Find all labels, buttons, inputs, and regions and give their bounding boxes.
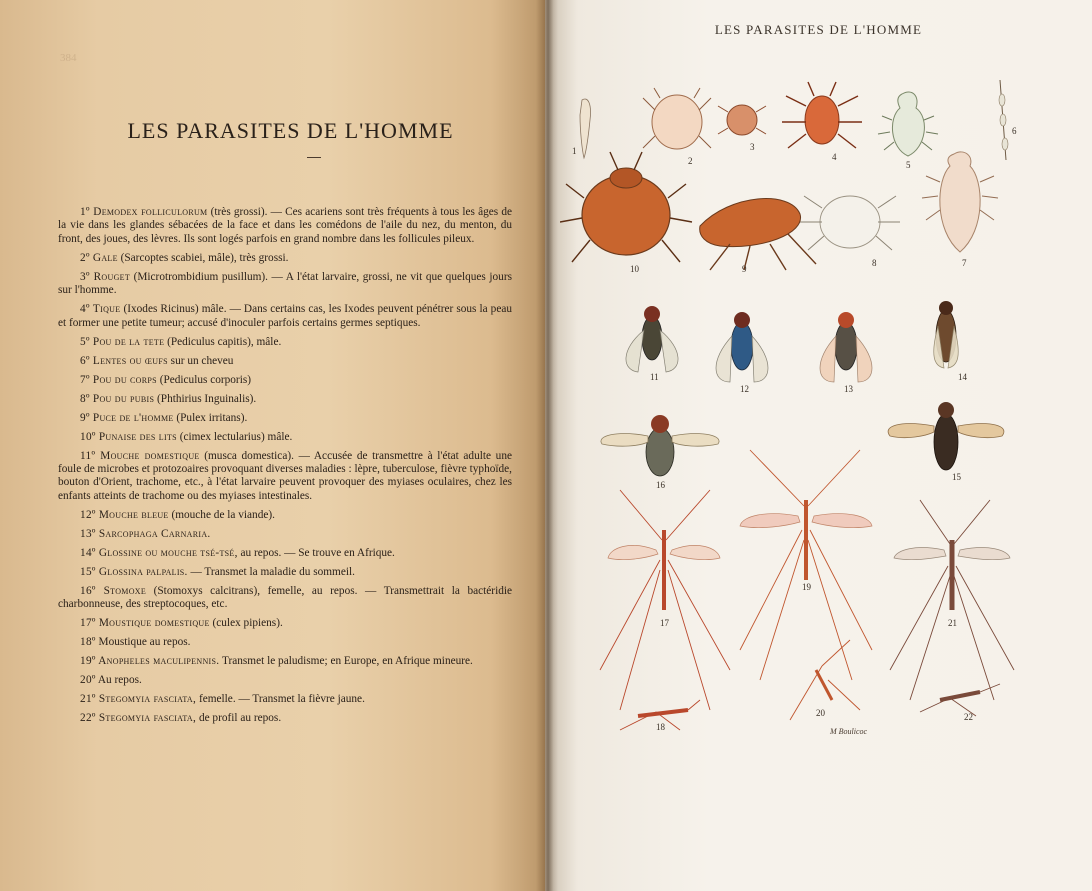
legend-entry xyxy=(58,431,512,444)
legend-entry-name: 16º Stomoxe xyxy=(80,584,147,597)
legend-entry-name: 18º xyxy=(80,636,96,649)
left-page xyxy=(0,0,545,891)
legend-entry-description: Transmet le paludisme; en Europe, en Afrique mineure. xyxy=(219,655,473,668)
figure-8-pou-pubis xyxy=(800,196,900,268)
plate-legend xyxy=(58,206,512,731)
legend-entry-name: 7º Pou du corps xyxy=(80,373,157,386)
legend-entry-description: (Stomoxys calcitrans), femelle, au repos. — Transmettrait la bactéridie charbonneuse, des streptocoques, etc. xyxy=(58,584,513,611)
figure-number: 7 xyxy=(962,258,967,268)
figure-5-pou-tete xyxy=(878,92,938,170)
page-title: LES PARASITES DE L'HOMME xyxy=(127,118,454,143)
legend-entry-name: 2º Gale xyxy=(80,251,118,264)
figure-number: 16 xyxy=(656,480,665,490)
legend-entry xyxy=(58,712,512,725)
figure-9-puce xyxy=(700,199,816,274)
legend-entry xyxy=(58,336,512,349)
illustrator-signature: M Boulicoc xyxy=(830,727,868,736)
legend-entry-description: de profil au repos. xyxy=(196,712,282,725)
figure-number: 6 xyxy=(1012,126,1017,136)
figure-10-punaise xyxy=(560,152,692,274)
title-rule xyxy=(307,157,321,158)
legend-entry xyxy=(58,636,512,649)
figure-number: 15 xyxy=(952,472,961,482)
legend-entry-name: 17º Moustique domestique xyxy=(80,617,210,630)
legend-entry xyxy=(58,393,512,406)
legend-entry xyxy=(58,509,512,522)
legend-entry xyxy=(58,585,512,612)
figure-number: 21 xyxy=(948,618,957,628)
figure-number: 17 xyxy=(660,618,669,628)
figure-11-mouche-domestique xyxy=(626,306,678,382)
figure-number: 19 xyxy=(802,582,811,592)
figure-number: 9 xyxy=(742,264,747,274)
legend-entry-name: 14º Glossine ou mouche tsé-tsé, xyxy=(80,546,238,559)
legend-entry-name: 15º Glossina palpalis. xyxy=(80,565,188,578)
legend-entry xyxy=(58,566,512,579)
legend-entry-name: 6º Lentes ou œufs xyxy=(80,354,168,367)
legend-entry-name: 19º Anopheles maculipennis. xyxy=(80,655,220,668)
legend-entry-name: 8º Pou du pubis xyxy=(80,392,155,405)
legend-entry-description: sur un cheveu xyxy=(167,354,234,367)
figure-18-moustique-repos xyxy=(620,700,700,732)
legend-entry xyxy=(58,693,512,706)
figure-6-lentes xyxy=(999,80,1017,160)
figure-7-pou-corps xyxy=(922,152,998,268)
legend-entry-description: femelle. — Transmet la fièvre jaune. xyxy=(196,693,365,706)
legend-entry xyxy=(58,271,512,298)
figure-21-stegomyia xyxy=(890,500,1014,700)
legend-entry-name: 11º Mouche domestique xyxy=(80,449,200,462)
legend-entry-name: 12º Mouche bleue xyxy=(80,508,169,521)
figure-number: 2 xyxy=(688,156,693,166)
legend-entry-description: (Sarcoptes scabiei, mâle), très grossi. xyxy=(117,251,289,264)
legend-entry-description: (très grossi). — Ces acariens sont très fréquents à tous les âges de la vie dans les glandes sébacées de la face et dans les comédons de l'aile du nez, du menton, du front, des joues, des lèvres. Ils sont logés parfois en grand nombre dans les follicules pileux. xyxy=(58,206,512,245)
legend-entry-description: (Pulex irritans). xyxy=(173,411,248,424)
figure-13-sarcophaga xyxy=(820,312,872,394)
legend-entry-name: 3º Rouget xyxy=(80,270,131,283)
legend-entry xyxy=(58,252,512,265)
legend-entry-description: (musca domestica). — Accusée de transmettre à l'état adulte une foule de microbes et protozoaires provoquant diverses maladies : lèpre, tuberculose, fièvre typhoïde, bouton d'Orient, trachome, etc., à l'état larvaire peuvent provoquer des myiases oculaires, chez les enfants atteints de trachome ou des myiases intestinales. xyxy=(58,449,512,502)
legend-entry-description: (Pediculus capitis), mâle. xyxy=(164,335,282,348)
legend-entry-description: (cimex lectularius) mâle. xyxy=(176,430,293,443)
legend-entry-name: 21º Stegomyia fasciata, xyxy=(80,693,197,706)
legend-entry-description: (Pediculus corporis) xyxy=(156,373,251,386)
figure-17-culex xyxy=(600,490,730,710)
legend-entry-name: 4º Tique xyxy=(80,303,121,316)
figure-22-stegomyia-profil xyxy=(920,684,1000,722)
figure-number: 10 xyxy=(630,264,639,274)
legend-entry-description: (Microtrombidium pusillum). — A l'état larvaire, grossi, ne vit que quelques jours sur l'homme. xyxy=(58,270,512,297)
legend-entry-description: (culex pipiens). xyxy=(209,617,283,630)
legend-entry-name: 13º Sarcophaga Carnaria. xyxy=(80,527,211,540)
page-number: 384 xyxy=(60,52,77,64)
figure-number: 1 xyxy=(572,146,577,156)
figure-number: 12 xyxy=(740,384,749,394)
legend-entry-description: au repos. — Se trouve en Afrique. xyxy=(237,546,395,559)
legend-entry xyxy=(58,303,512,330)
legend-entry xyxy=(58,206,512,246)
legend-entry xyxy=(58,412,512,425)
legend-entry-description: (Ixodes Ricinus) mâle. — Dans certains cas, les Ixodes peuvent pénétrer sous la peau et former une petite tumeur; accusé d'inoculer parfois certains germes septiques. xyxy=(58,303,512,329)
legend-entry xyxy=(58,655,512,668)
figure-4-tique xyxy=(782,82,862,162)
legend-entry xyxy=(58,450,512,504)
figure-3-rouget xyxy=(718,105,766,152)
figure-14-glossine xyxy=(934,301,968,382)
legend-entry-name: 20º xyxy=(80,674,96,687)
legend-entry-description: Moustique au repos. xyxy=(95,636,191,649)
legend-entry xyxy=(58,374,512,387)
legend-entry xyxy=(58,355,512,368)
figure-15-glossina-palpalis xyxy=(888,402,1004,482)
figure-19-anopheles xyxy=(740,450,872,680)
legend-entry-description: Au repos. xyxy=(95,674,142,687)
legend-entry-name: 5º Pou de la tete xyxy=(80,335,165,348)
parasite-plate xyxy=(560,70,1090,830)
running-header: LES PARASITES DE L'HOMME xyxy=(714,22,923,37)
legend-entry xyxy=(58,674,512,687)
figure-number: 20 xyxy=(816,708,825,718)
legend-entry xyxy=(58,528,512,541)
legend-entry-name: 9º Puce de l'homme xyxy=(80,411,174,424)
figure-number: 5 xyxy=(906,160,911,170)
legend-entry-name: 10º Punaise des lits xyxy=(80,430,177,443)
figure-12-mouche-bleue xyxy=(716,312,768,394)
figure-number: 3 xyxy=(750,142,755,152)
figure-1-demodex xyxy=(572,99,591,158)
figure-number: 18 xyxy=(656,722,665,732)
legend-entry-description: (mouche de la viande). xyxy=(168,508,275,521)
figure-number: 8 xyxy=(872,258,877,268)
legend-entry-name: 22º Stegomyia fasciata, xyxy=(80,712,197,725)
figure-number: 13 xyxy=(844,384,853,394)
legend-entry xyxy=(58,547,512,560)
figure-number: 22 xyxy=(964,712,973,722)
figure-number: 4 xyxy=(832,152,837,162)
legend-entry-description: (Phthirius Inguinalis). xyxy=(154,392,257,405)
legend-entry-name: 1º Demodex folliculorum xyxy=(80,206,208,218)
legend-entry-description: — Transmet la maladie du sommeil. xyxy=(187,565,355,578)
figure-number: 11 xyxy=(650,372,659,382)
figure-2-sarcoptes xyxy=(643,88,711,166)
figure-number: 14 xyxy=(958,372,967,382)
figure-20-anopheles-repos xyxy=(790,640,860,720)
legend-entry xyxy=(58,617,512,630)
figure-16-stomoxe xyxy=(601,415,719,490)
